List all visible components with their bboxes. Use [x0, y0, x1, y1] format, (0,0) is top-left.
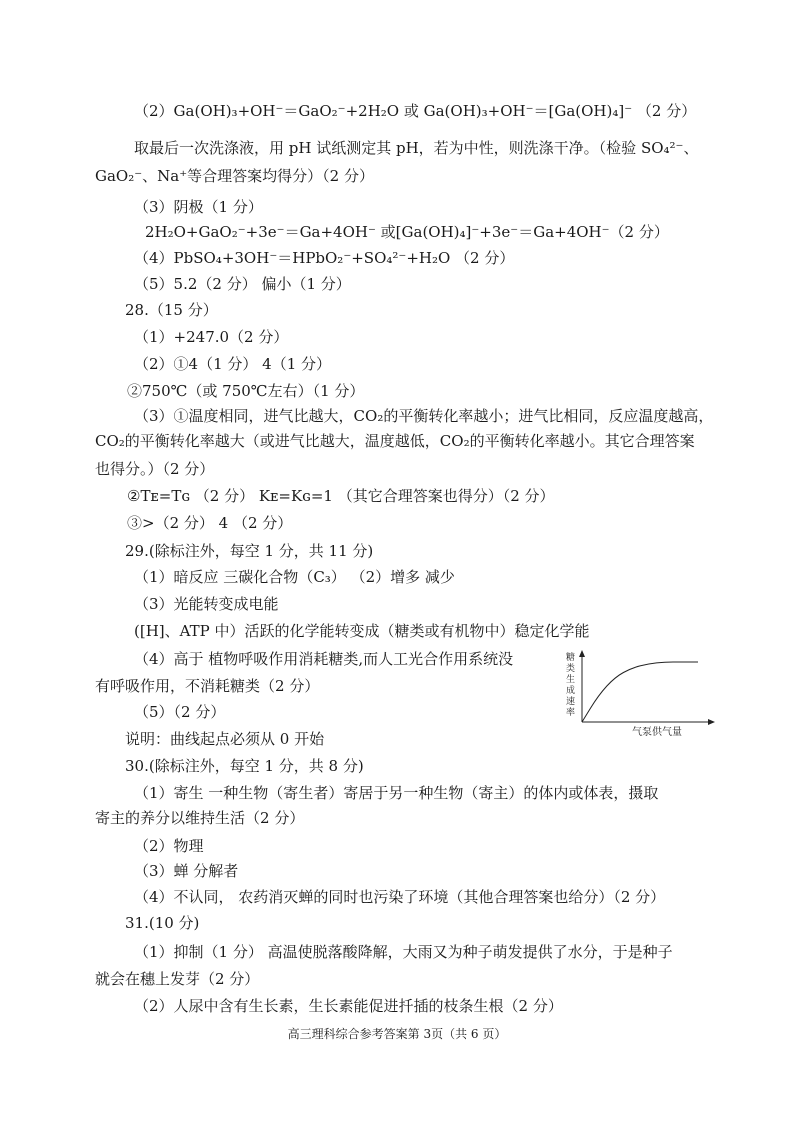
text-line: 说明：曲线起点必须从 0 开始: [125, 730, 325, 748]
text-line: （4）高于 植物呼吸作用消耗糖类,而人工光合作用系统没: [134, 650, 514, 668]
y-axis-arrow: [579, 650, 585, 657]
page-footer: 高三理科综合参考答案第 3页（共 6 页）: [287, 1027, 507, 1041]
text-line: （2）①4（1 分） 4（1 分）: [134, 355, 332, 373]
text-line: （2）物理: [134, 837, 204, 855]
y-axis-label: [566, 651, 575, 718]
text-line: 寄主的养分以维持生活（2 分）: [95, 809, 305, 827]
text-line: （3）阴极（1 分）: [134, 198, 263, 216]
text-line: ②750℃（或 750℃左右）（1 分）: [127, 382, 365, 400]
text-line: （3）蝉 分解者: [134, 862, 239, 880]
text-line: （1）抑制（1 分） 高温使脱落酸降解，大雨又为种子萌发提供了水分，于是种子: [134, 943, 673, 961]
sugar-rate-graph: [560, 648, 720, 738]
text-line: （1）+247.0（2 分）: [134, 328, 289, 346]
text-line: ([H]、ATP 中）活跃的化学能转变成（糖类或有机物中）稳定化学能: [134, 622, 590, 640]
text-line: 取最后一次洗涤液，用 pH 试纸测定其 pH，若为中性，则洗涤干净。（检验 SO₄²⁻、: [134, 139, 699, 157]
text-line: （4）不认同， 农药消灭蝉的同时也污染了环境（其他合理答案也给分）（2 分）: [134, 888, 666, 906]
text-line: （5）5.2（2 分） 偏小（1 分）: [134, 275, 351, 293]
section-heading: 30.(除标注外，每空 1 分，共 8 分): [125, 757, 364, 775]
text-line: （2）Ga(OH)₃+OH⁻＝GaO₂⁻+2H₂O 或 Ga(OH)₃+OH⁻＝[Ga(OH)₄]⁻ （2 分）: [134, 102, 697, 120]
text-line: （3）光能转变成电能: [134, 595, 279, 613]
y-axis-label-char: 类: [566, 664, 576, 674]
text-line: ③>（2 分） 4 （2 分）: [127, 514, 293, 532]
section-heading: 28.（15 分）: [125, 301, 218, 319]
text-line: 就会在穗上发芽（2 分）: [95, 970, 260, 988]
section-heading: 31.(10 分): [125, 914, 200, 932]
y-axis-label-char: 成: [566, 686, 576, 696]
text-line: 也得分。）（2 分）: [95, 460, 215, 478]
text-line: 有呼吸作用，不消耗糖类（2 分）: [95, 677, 320, 695]
text-line: 2H₂O+GaO₂⁻+3e⁻＝Ga+4OH⁻ 或[Ga(OH)₄]⁻+3e⁻＝Ga+4OH⁻（2 分）: [145, 223, 669, 241]
text-line: GaO₂⁻、Na⁺等合理答案均得分）（2 分）: [95, 167, 374, 185]
text-line: （1）寄生 一种生物（寄生者）寄居于另一种生物（寄主）的体内或体表，摄取: [134, 784, 659, 802]
text-line: （3）①温度相同，进气比越大，CO₂的平衡转化率越小；进气比相同，反应温度越高，: [134, 407, 714, 425]
text-line: （5）（2 分）: [134, 703, 226, 721]
text-line: （1）暗反应 三碳化合物（C₃） （2）增多 减少: [134, 568, 455, 586]
y-axis-label-char: 率: [566, 708, 576, 718]
y-axis-label-char: 糖: [566, 653, 576, 663]
text-line: （2）人尿中含有生长素，生长素能促进扦插的枝条生根（2 分）: [134, 997, 563, 1015]
section-heading: 29.(除标注外，每空 1 分，共 11 分): [125, 542, 374, 560]
text-line: ②Tᴇ=Tɢ （2 分） Kᴇ=Kɢ=1 （其它合理答案也得分）（2 分）: [127, 487, 555, 505]
x-axis-label: 气泵供气量: [632, 727, 682, 738]
text-line: （4）PbSO₄+3OH⁻＝HPbO₂⁻+SO₄²⁻+H₂O （2 分）: [134, 249, 515, 267]
y-axis-label-char: 生: [566, 675, 576, 685]
text-line: CO₂的平衡转化率越大（或进气比越大，温度越低，CO₂的平衡转化率越小。其它合理答案: [95, 432, 695, 450]
y-axis-label-char: 速: [566, 697, 576, 707]
x-axis-arrow: [708, 719, 715, 725]
rate-curve: [582, 662, 698, 722]
